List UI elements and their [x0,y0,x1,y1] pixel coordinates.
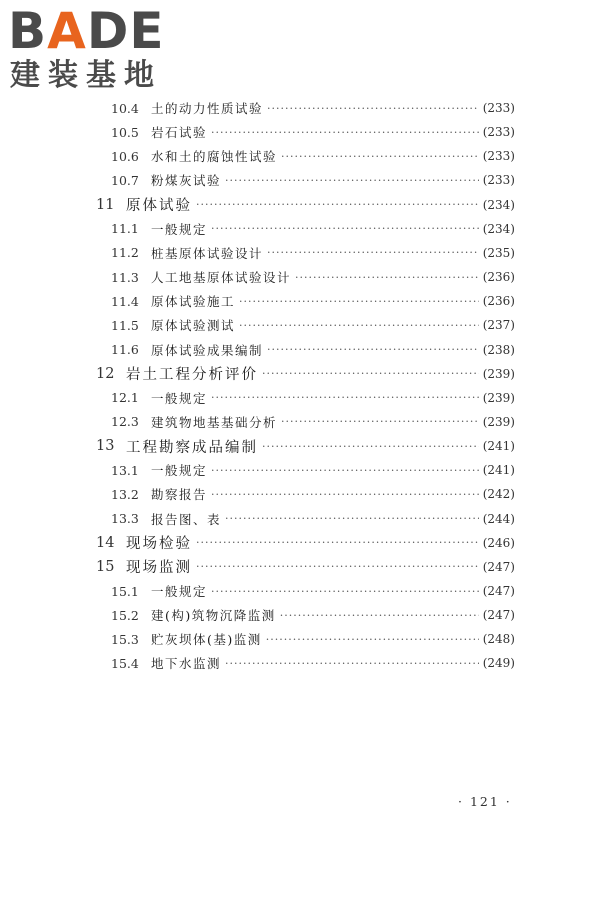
toc-number: 12 [96,365,115,382]
toc-title: 现场检验 [126,536,192,553]
toc-chapter-row [96,434,515,458]
toc-title: 勘察报告 [151,487,208,503]
toc-leader-dots [211,464,479,477]
toc-page-ref: (237) [482,318,515,333]
toc-section-row [111,168,515,192]
toc-section-row [111,265,515,289]
toc-number: 11.5 [111,317,139,333]
toc-leader-dots [281,415,479,428]
toc-title: 原体试验施工 [151,294,236,310]
toc-title: 地下水监测 [151,656,222,672]
toc-title: 现场监测 [126,560,192,577]
toc-page-ref: (249) [482,656,515,671]
toc-title: 粉煤灰试验 [151,173,222,189]
toc-title: 岩石试验 [151,125,208,141]
toc-number: 15.2 [111,607,139,623]
toc-chapter-row [96,555,515,579]
toc-chapter-row [96,193,515,217]
toc-number: 10.6 [111,148,139,164]
toc-leader-dots [281,150,479,163]
toc-number: 13.1 [111,462,139,478]
toc-title: 一般规定 [151,584,208,599]
toc-leader-dots [196,198,479,211]
toc-title: 原体试验成果编制 [151,342,264,358]
toc-leader-dots [211,222,479,235]
toc-section-row [111,627,515,651]
toc-page-ref: (233) [482,149,515,164]
toc-title: 土的动力性质试验 [151,101,264,116]
toc-chapter-row [96,531,515,555]
toc-section-row [111,289,515,313]
toc-page-ref: (236) [482,294,515,309]
toc-page-ref: (246) [482,535,515,550]
toc-page-ref: (248) [482,632,515,647]
toc-title: 岩土工程分析评价 [126,367,258,384]
toc-page-ref: (241) [482,463,515,478]
toc-number: 13 [96,438,115,455]
toc-leader-dots [225,174,479,187]
toc-page-ref: (239) [482,390,515,405]
toc-section-row [111,410,515,434]
toc-section-row [111,338,515,362]
toc-number: 11.2 [111,245,139,261]
toc-leader-dots [225,657,479,670]
toc-leader-dots [211,488,479,501]
toc-section-row [111,507,515,531]
toc-number: 13.3 [111,511,139,527]
toc-page-ref: (233) [482,173,515,188]
logo-wordmark: BADE [8,2,165,60]
toc-number: 15.4 [111,655,139,671]
toc-section-row [111,386,515,410]
toc-leader-dots [267,102,479,115]
toc-leader-dots [239,295,479,308]
toc-number: 15.1 [111,583,139,599]
toc-section-row [111,458,515,482]
toc-section-row [111,144,515,168]
toc-leader-dots [267,343,479,356]
toc-number: 13.2 [111,486,139,502]
toc-leader-dots [211,585,479,598]
toc-page-ref: (233) [482,125,515,140]
toc-page-ref: (247) [482,584,515,598]
toc-section-row [111,313,515,337]
toc-leader-dots [267,246,479,259]
toc-leader-dots [211,391,479,404]
toc-leader-dots [280,609,479,622]
toc-number: 11.4 [111,293,139,309]
toc-page-ref: (239) [482,366,515,381]
toc-section-row [111,96,515,120]
toc-page-ref: (234) [482,197,515,212]
toc-leader-dots [262,367,479,380]
toc-title: 原体试验 [126,198,192,215]
toc-section-row [111,241,515,265]
toc-leader-dots [225,512,479,525]
toc-chapter-row [96,362,515,386]
toc-page-ref: (241) [482,439,515,454]
toc-page-ref: (236) [482,270,515,285]
toc-page-ref: (244) [482,511,515,526]
toc-leader-dots [196,560,479,573]
toc-leader-dots [239,319,479,332]
toc-title: 人工地基原体试验设计 [151,270,292,286]
toc-title: 一般规定 [151,390,208,406]
toc-title: 桩基原体试验设计 [151,245,264,261]
toc-title: 水和土的腐蚀性试验 [151,149,278,165]
toc-number: 11.3 [111,269,139,285]
toc-leader-dots [266,633,479,646]
toc-leader-dots [211,126,479,139]
toc-title: 建筑物地基基础分析 [151,414,278,430]
toc-section-row [111,603,515,627]
toc-title: 原体试验测试 [151,318,236,334]
toc-number: 11.6 [111,342,139,357]
toc-page-ref: (233) [482,101,515,115]
toc-section-row [111,651,515,675]
toc-title: 一般规定 [151,221,208,237]
toc-leader-dots [295,271,479,284]
toc-title: 报告图、表 [151,511,222,527]
toc-title: 工程勘察成品编制 [126,439,258,456]
toc-number: 10.7 [111,172,139,188]
toc-page-ref: (247) [482,559,515,574]
toc-section-row [111,217,515,241]
toc-page-ref: (234) [482,221,515,236]
toc-leader-dots [196,536,479,549]
page-number: · 121 · [458,794,512,809]
logo-subtitle: 建装基地 [10,58,162,93]
toc-section-row [111,482,515,506]
toc-section-row [111,579,515,603]
bade-logo [8,4,178,94]
toc-number: 15 [96,558,115,575]
toc-page-ref: (238) [482,342,515,357]
toc-page-ref: (247) [482,608,515,623]
toc-number: 15.3 [111,631,139,647]
toc-leader-dots [262,440,479,453]
toc-page-ref: (239) [482,414,515,429]
toc-number: 14 [96,534,115,551]
toc-page-ref: (242) [482,487,515,502]
toc-number: 12.3 [111,414,139,430]
toc-number: 11.1 [111,221,139,237]
toc-page-ref: (235) [482,245,515,260]
toc-title: 建(构)筑物沉降监测 [151,608,276,624]
toc-number: 11 [96,196,115,213]
toc-title: 贮灰坝体(基)监测 [151,632,262,648]
toc-number: 10.4 [111,100,139,116]
toc-number: 12.1 [111,390,139,406]
toc-number: 10.5 [111,124,139,140]
toc-title: 一般规定 [151,463,208,479]
toc-section-row [111,120,515,144]
